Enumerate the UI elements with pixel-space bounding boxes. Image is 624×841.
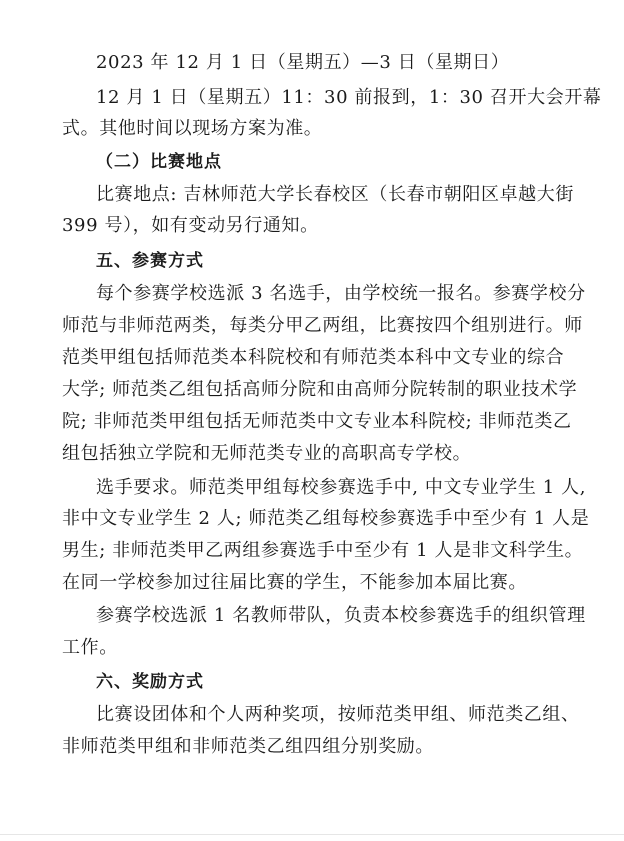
participation-line-2: 师范与非师范两类，每类分甲乙两组，比赛按四个组别进行。师 (62, 315, 583, 336)
participation-line-6: 组包括独立学院和无师范类专业的高职高专学校。 (62, 443, 472, 464)
requirement-line-1: 选手要求。师范类甲组每校参赛选手中, 中文专业学生 1 人, (96, 477, 587, 498)
schedule-date-line: 2023 年 12 月 1 日（星期五）—3 日（星期日） (96, 52, 510, 73)
venue-line-2: 399 号），如有变动另行通知。 (62, 215, 319, 236)
teacher-line-1: 参赛学校选派 1 名教师带队，负责本校参赛选手的组织管理 (96, 605, 586, 626)
participation-line-5: 院; 非师范类甲组包括无师范类中文专业本科院校; 非师范类乙 (62, 411, 572, 432)
section-five-heading: 五、参赛方式 (96, 251, 204, 271)
participation-line-4: 大学; 师范类乙组包括高师分院和由高师分院转制的职业技术学 (62, 379, 578, 400)
schedule-detail-line-1: 12 月 1 日（星期五）11：30 前报到，1：30 召开大会开幕 (96, 87, 602, 108)
award-line-2: 非师范类甲组和非师范类乙组四组分别奖励。 (62, 736, 434, 757)
subsection-venue-heading: （二）比赛地点 (96, 152, 222, 172)
teacher-line-2: 工作。 (62, 637, 118, 658)
requirement-line-4: 在同一学校参加过往届比赛的学生，不能参加本届比赛。 (62, 572, 527, 593)
participation-line-3: 范类甲组包括师范类本科院校和有师范类本科中文专业的综合 (62, 347, 565, 368)
requirement-line-3: 男生; 非师范类甲乙两组参赛选手中至少有 1 人是非文科学生。 (62, 540, 584, 561)
venue-line-1: 比赛地点: 吉林师范大学长春校区（长春市朝阳区卓越大街 (96, 184, 574, 205)
requirement-line-2: 非中文专业学生 2 人; 师范类乙组每校参赛选手中至少有 1 人是 (62, 508, 590, 529)
page-bottom-rule (0, 834, 624, 835)
participation-line-1: 每个参赛学校选派 3 名选手，由学校统一报名。参赛学校分 (96, 283, 586, 304)
schedule-detail-line-2: 式。其他时间以现场方案为准。 (62, 118, 323, 139)
award-line-1: 比赛设团体和个人两种奖项，按师范类甲组、师范类乙组、 (96, 704, 580, 725)
section-six-heading: 六、奖励方式 (96, 672, 204, 692)
